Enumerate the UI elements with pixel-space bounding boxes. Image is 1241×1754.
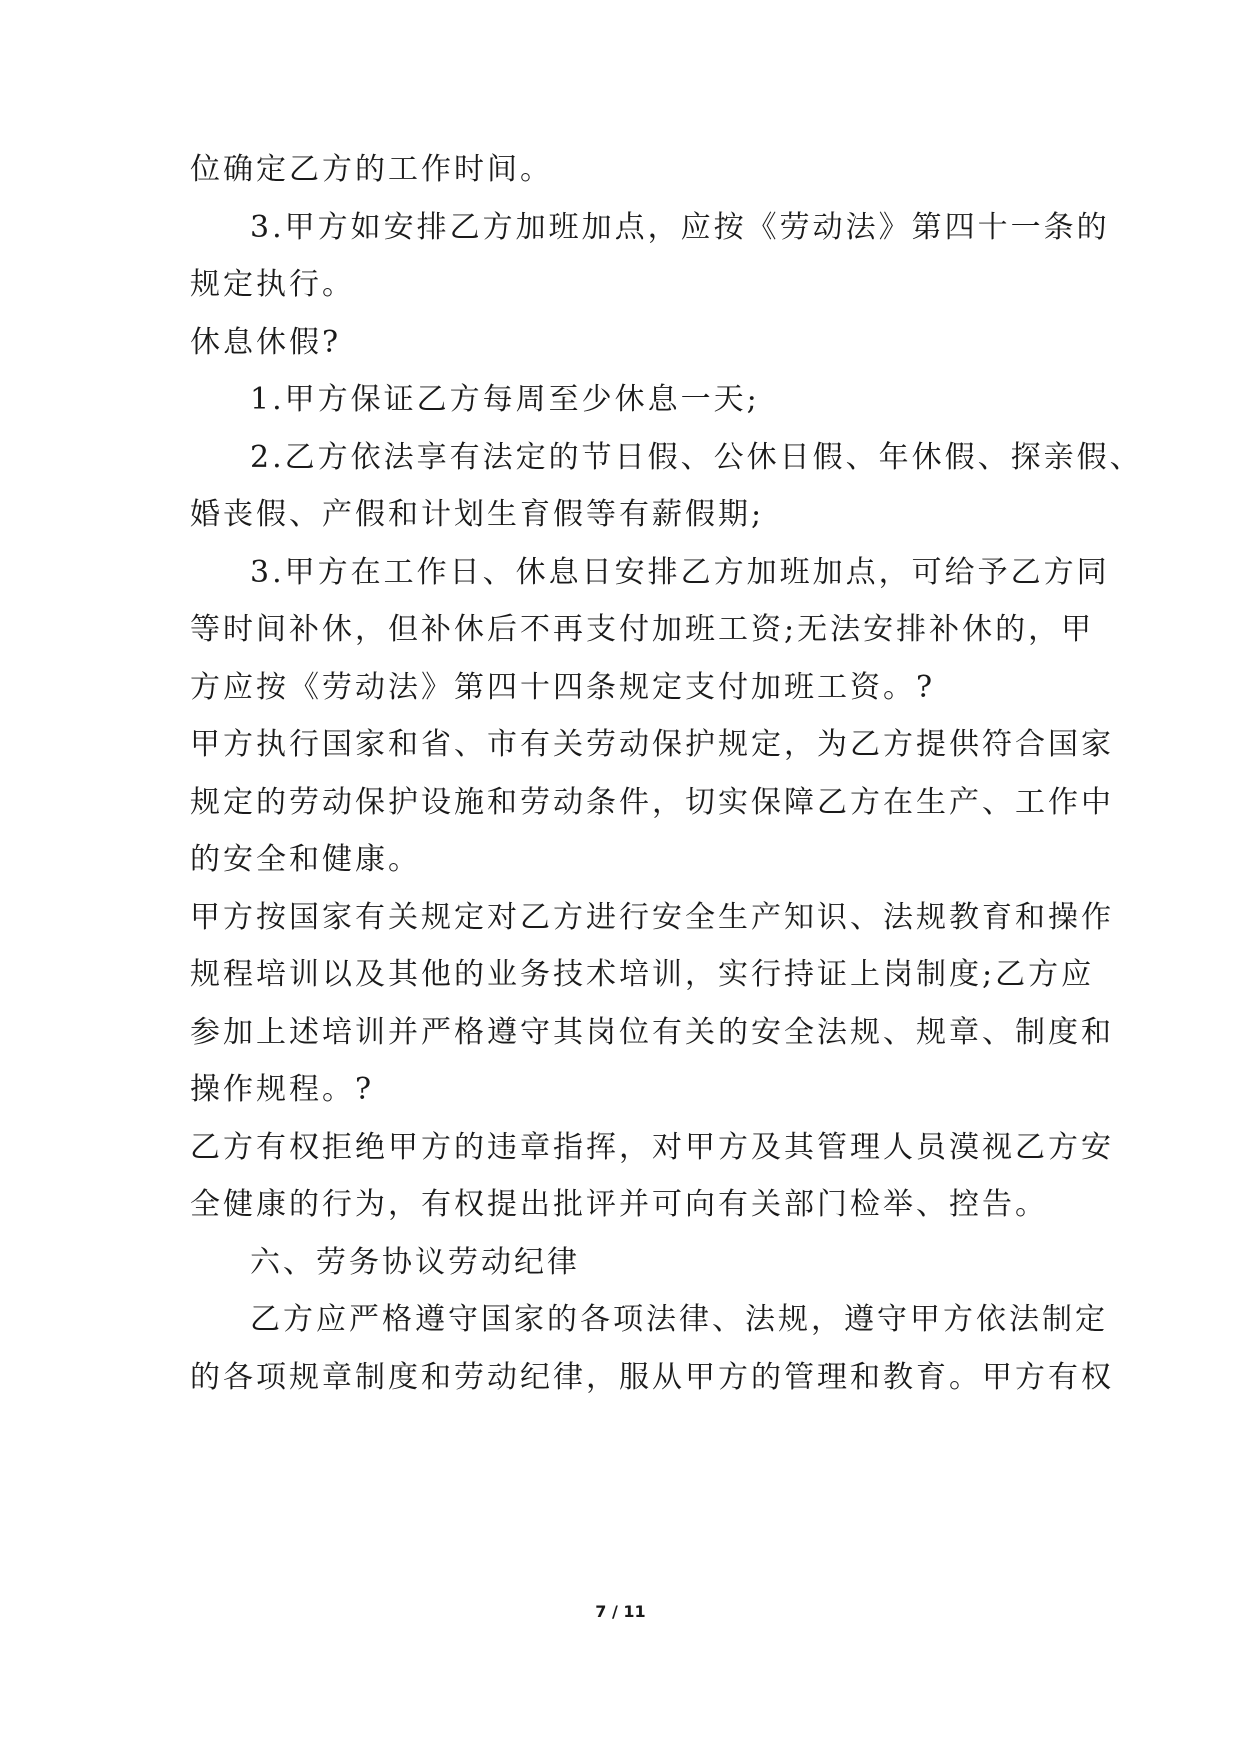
section-heading: 六、劳务协议劳动纪律 — [250, 1245, 580, 1280]
text-line: 方应按《劳动法》第四十四条规定支付加班工资。? — [190, 670, 936, 705]
text-line: 甲方按国家有关规定对乙方进行安全生产知识、法规教育和操作 — [190, 900, 1114, 935]
text-line: 操作规程。? — [190, 1072, 375, 1107]
text-line: 参加上述培训并严格遵守其岗位有关的安全法规、规章、制度和 — [190, 1015, 1114, 1050]
page-number: 7 / 11 — [595, 1602, 646, 1621]
text-line: 乙方有权拒绝甲方的违章指挥，对甲方及其管理人员漠视乙方安 — [190, 1130, 1114, 1165]
text-line: 甲方执行国家和省、市有关劳动保护规定，为乙方提供符合国家 — [190, 727, 1114, 762]
text-line: 的各项规章制度和劳动纪律，服从甲方的管理和教育。甲方有权 — [190, 1360, 1114, 1395]
text-line: 3.甲方如安排乙方加班加点，应按《劳动法》第四十一条的 — [250, 210, 1110, 245]
text-line: 全健康的行为，有权提出批评并可向有关部门检举、控告。 — [190, 1187, 1048, 1222]
text-line: 规程培训以及其他的业务技术培训，实行持证上岗制度;乙方应 — [190, 957, 1095, 992]
text-line: 规定的劳动保护设施和劳动条件，切实保障乙方在生产、工作中 — [190, 785, 1114, 820]
text-line: 位确定乙方的工作时间。 — [190, 152, 553, 187]
text-line: 1.甲方保证乙方每周至少休息一天; — [250, 382, 760, 417]
text-line: 乙方应严格遵守国家的各项法律、法规，遵守甲方依法制定 — [250, 1302, 1108, 1337]
text-line: 的安全和健康。 — [190, 842, 421, 877]
text-line: 等时间补休，但补休后不再支付加班工资;无法安排补休的，甲 — [190, 612, 1095, 647]
text-line: 婚丧假、产假和计划生育假等有薪假期; — [190, 497, 765, 532]
text-line: 3.甲方在工作日、休息日安排乙方加班加点，可给予乙方同 — [250, 555, 1110, 590]
text-line: 规定执行。 — [190, 267, 355, 302]
text-line: 2.乙方依法享有法定的节日假、公休日假、年休假、探亲假、 — [250, 440, 1143, 475]
section-heading: 休息休假? — [190, 325, 342, 360]
